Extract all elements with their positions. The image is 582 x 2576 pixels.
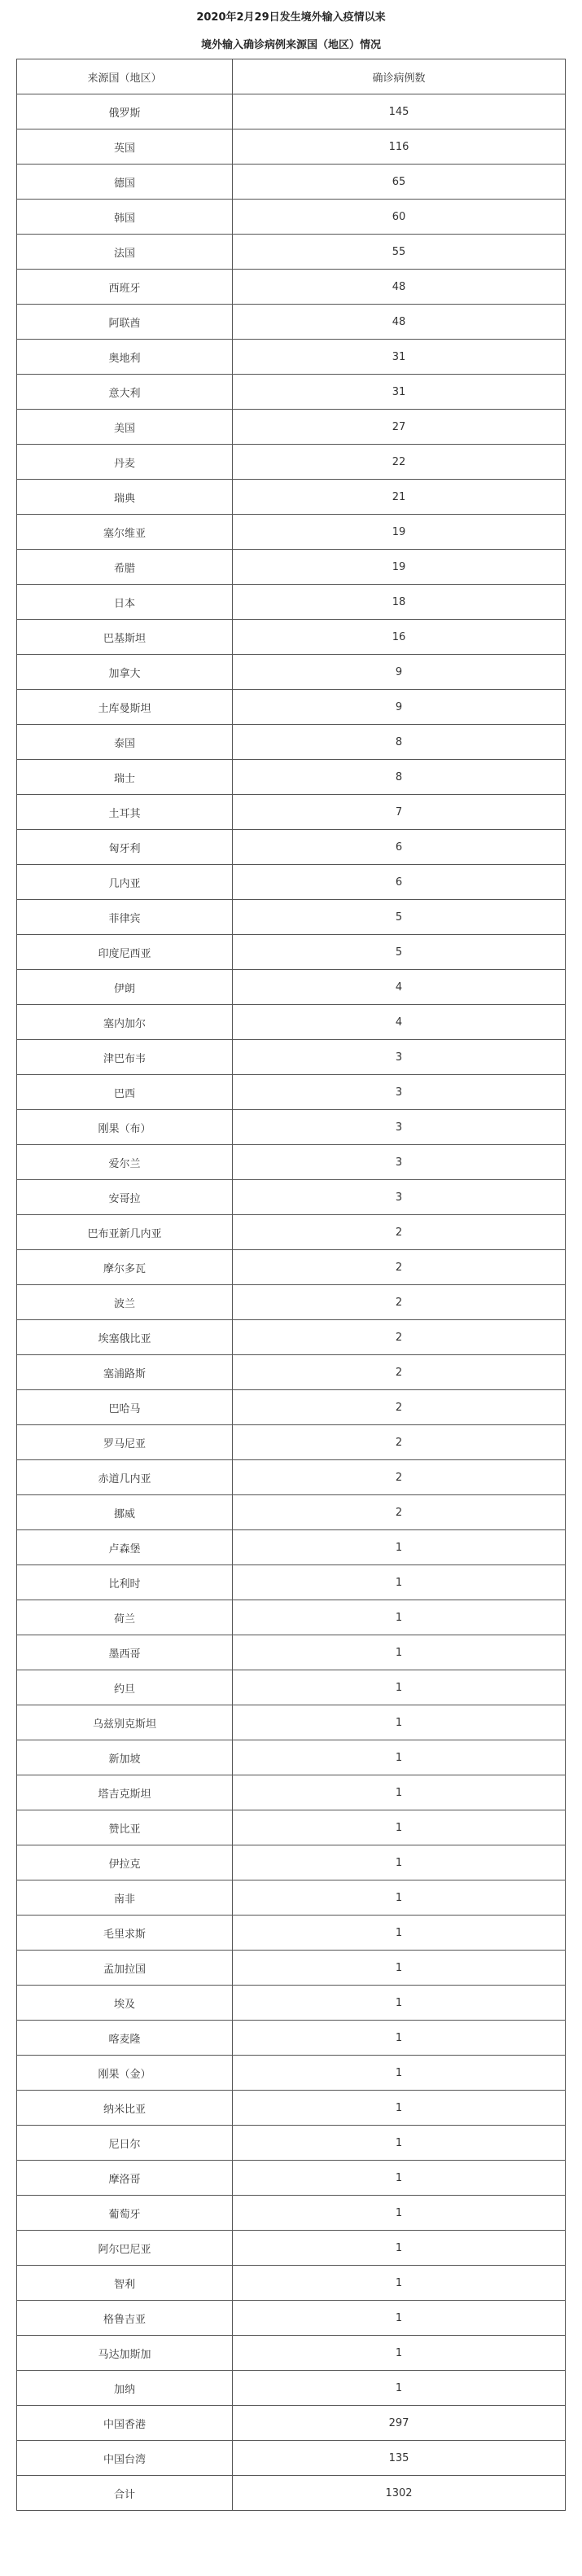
case-count-cell: 135 [233, 2441, 566, 2476]
table-row [17, 1250, 566, 1285]
source-country-cell: 土库曼斯坦 [17, 690, 233, 725]
table-row [17, 585, 566, 620]
case-count-cell: 16 [233, 620, 566, 655]
table-row [17, 1390, 566, 1425]
source-country-cell: 罗马尼亚 [17, 1425, 233, 1460]
source-country-cell: 菲律宾 [17, 900, 233, 935]
table-row [17, 1880, 566, 1916]
table-row [17, 1705, 566, 1740]
source-country-cell: 塞浦路斯 [17, 1355, 233, 1390]
case-count-cell: 1 [233, 2371, 566, 2406]
source-country-cell: 纳米比亚 [17, 2091, 233, 2126]
source-country-cell: 日本 [17, 585, 233, 620]
case-count-cell: 6 [233, 830, 566, 865]
source-country-cell: 西班牙 [17, 270, 233, 305]
case-count-cell: 2 [233, 1285, 566, 1320]
table-row [17, 970, 566, 1005]
source-country-cell: 伊朗 [17, 970, 233, 1005]
table-row [17, 1845, 566, 1880]
table-row [17, 1810, 566, 1845]
table-row [17, 2406, 566, 2441]
source-country-cell: 摩尔多瓦 [17, 1250, 233, 1285]
case-count-cell: 5 [233, 935, 566, 970]
table-row [17, 340, 566, 375]
case-count-cell: 2 [233, 1460, 566, 1495]
source-country-cell: 瑞士 [17, 760, 233, 795]
source-country-cell: 卢森堡 [17, 1530, 233, 1565]
table-row [17, 270, 566, 305]
source-country-cell: 马达加斯加 [17, 2336, 233, 2371]
case-count-cell: 31 [233, 340, 566, 375]
source-country-cell: 荷兰 [17, 1600, 233, 1635]
case-count-cell: 2 [233, 1355, 566, 1390]
table-row [17, 1180, 566, 1215]
source-country-cell: 美国 [17, 410, 233, 445]
case-count-cell: 2 [233, 1215, 566, 1250]
source-country-cell: 南非 [17, 1880, 233, 1916]
case-count-cell: 1 [233, 1880, 566, 1916]
table-row [17, 165, 566, 200]
case-count-cell: 3 [233, 1075, 566, 1110]
table-row [17, 2371, 566, 2406]
table-row [17, 200, 566, 235]
case-count-cell: 4 [233, 970, 566, 1005]
source-country-cell: 阿尔巴尼亚 [17, 2231, 233, 2266]
source-country-cell: 塞内加尔 [17, 1005, 233, 1040]
source-country-cell: 土耳其 [17, 795, 233, 830]
source-country-cell: 印度尼西亚 [17, 935, 233, 970]
source-country-cell: 津巴布韦 [17, 1040, 233, 1075]
case-count-cell: 19 [233, 550, 566, 585]
source-country-cell: 喀麦隆 [17, 2021, 233, 2056]
table-row [17, 2266, 566, 2301]
table-row [17, 1320, 566, 1355]
case-count-cell: 2 [233, 1390, 566, 1425]
table-row [17, 2301, 566, 2336]
case-count-cell: 1 [233, 2126, 566, 2161]
table-row [17, 795, 566, 830]
source-country-cell: 巴基斯坦 [17, 620, 233, 655]
case-count-cell: 1 [233, 1705, 566, 1740]
header-case-count: 确诊病例数 [233, 59, 566, 94]
table-row [17, 2161, 566, 2196]
source-country-cell: 加纳 [17, 2371, 233, 2406]
case-count-cell: 1 [233, 1565, 566, 1600]
source-country-cell: 赞比亚 [17, 1810, 233, 1845]
source-country-cell: 挪威 [17, 1495, 233, 1530]
table-row [17, 760, 566, 795]
source-country-cell: 赤道几内亚 [17, 1460, 233, 1495]
table-row [17, 235, 566, 270]
source-country-cell: 波兰 [17, 1285, 233, 1320]
case-count-cell: 1 [233, 2301, 566, 2336]
source-country-cell: 葡萄牙 [17, 2196, 233, 2231]
source-country-cell: 中国台湾 [17, 2441, 233, 2476]
source-country-cell: 巴哈马 [17, 1390, 233, 1425]
table-row [17, 2196, 566, 2231]
source-country-cell: 巴布亚新几内亚 [17, 1215, 233, 1250]
source-country-cell: 韩国 [17, 200, 233, 235]
case-count-cell: 60 [233, 200, 566, 235]
source-country-cell: 合计 [17, 2476, 233, 2511]
table-row [17, 375, 566, 410]
table-row [17, 305, 566, 340]
case-count-cell: 8 [233, 760, 566, 795]
table-title: 境外输入确诊病例来源国（地区）情况 [200, 39, 381, 51]
table-row [17, 515, 566, 550]
case-count-cell: 1 [233, 1635, 566, 1670]
table-row [17, 1075, 566, 1110]
source-country-cell: 智利 [17, 2266, 233, 2301]
source-country-cell: 毛里求斯 [17, 1916, 233, 1951]
source-country-cell: 奥地利 [17, 340, 233, 375]
case-count-cell: 1 [233, 1951, 566, 1986]
table-row [17, 830, 566, 865]
header-source-country: 来源国（地区） [17, 59, 233, 94]
table-row [17, 445, 566, 480]
source-country-table [16, 59, 566, 2511]
source-country-cell: 德国 [17, 165, 233, 200]
case-count-cell: 5 [233, 900, 566, 935]
case-count-cell: 21 [233, 480, 566, 515]
source-country-cell: 安哥拉 [17, 1180, 233, 1215]
table-row [17, 1145, 566, 1180]
source-country-cell: 尼日尔 [17, 2126, 233, 2161]
table-row [17, 1110, 566, 1145]
source-country-cell: 爱尔兰 [17, 1145, 233, 1180]
table-row [17, 2091, 566, 2126]
table-row [17, 865, 566, 900]
case-count-cell: 4 [233, 1005, 566, 1040]
table-row [17, 655, 566, 690]
case-count-cell: 1 [233, 1600, 566, 1635]
case-count-cell: 1302 [233, 2476, 566, 2511]
case-count-cell: 1 [233, 2336, 566, 2371]
case-count-cell: 3 [233, 1040, 566, 1075]
table-row [17, 410, 566, 445]
table-row [17, 1775, 566, 1810]
table-row [17, 1670, 566, 1705]
case-count-cell: 9 [233, 690, 566, 725]
source-country-cell: 英国 [17, 129, 233, 165]
table-row [17, 2441, 566, 2476]
table-body [17, 94, 566, 2511]
case-count-cell: 48 [233, 270, 566, 305]
source-country-cell: 伊拉克 [17, 1845, 233, 1880]
case-count-cell: 1 [233, 1530, 566, 1565]
table-row [17, 1635, 566, 1670]
source-country-cell: 俄罗斯 [17, 94, 233, 129]
source-country-cell: 墨西哥 [17, 1635, 233, 1670]
case-count-cell: 1 [233, 1916, 566, 1951]
table-header-row [17, 59, 566, 94]
case-count-cell: 145 [233, 94, 566, 129]
source-country-cell: 新加坡 [17, 1740, 233, 1775]
table-row [17, 1040, 566, 1075]
case-count-cell: 22 [233, 445, 566, 480]
case-count-cell: 1 [233, 2266, 566, 2301]
table-row [17, 1986, 566, 2021]
source-country-cell: 孟加拉国 [17, 1951, 233, 1986]
table-row [17, 1460, 566, 1495]
table-row [17, 1355, 566, 1390]
table-row [17, 1005, 566, 1040]
source-country-cell: 格鲁吉亚 [17, 2301, 233, 2336]
case-count-cell: 1 [233, 1845, 566, 1880]
case-count-cell: 55 [233, 235, 566, 270]
source-country-cell: 法国 [17, 235, 233, 270]
case-count-cell: 19 [233, 515, 566, 550]
source-country-cell: 埃及 [17, 1986, 233, 2021]
case-count-cell: 31 [233, 375, 566, 410]
source-country-cell: 比利时 [17, 1565, 233, 1600]
case-count-cell: 1 [233, 1986, 566, 2021]
case-count-cell: 1 [233, 1810, 566, 1845]
case-count-cell: 1 [233, 1740, 566, 1775]
source-country-cell: 约旦 [17, 1670, 233, 1705]
case-count-cell: 27 [233, 410, 566, 445]
source-country-cell: 意大利 [17, 375, 233, 410]
table-row [17, 1425, 566, 1460]
table-row [17, 1285, 566, 1320]
source-country-cell: 巴西 [17, 1075, 233, 1110]
source-country-cell: 加拿大 [17, 655, 233, 690]
source-country-cell: 阿联酋 [17, 305, 233, 340]
case-count-cell: 1 [233, 2091, 566, 2126]
table-row [17, 2126, 566, 2161]
table-row [17, 129, 566, 165]
case-count-cell: 1 [233, 2161, 566, 2196]
table-row [17, 900, 566, 935]
table-row [17, 1951, 566, 1986]
case-count-cell: 3 [233, 1145, 566, 1180]
source-country-cell: 刚果（金） [17, 2056, 233, 2091]
table-row [17, 2056, 566, 2091]
table-row [17, 94, 566, 129]
table-row [17, 480, 566, 515]
case-count-cell: 1 [233, 2231, 566, 2266]
case-count-cell: 9 [233, 655, 566, 690]
case-count-cell: 116 [233, 129, 566, 165]
source-country-cell: 埃塞俄比亚 [17, 1320, 233, 1355]
case-count-cell: 2 [233, 1425, 566, 1460]
case-count-cell: 2 [233, 1250, 566, 1285]
table-row [17, 1740, 566, 1775]
source-country-cell: 摩洛哥 [17, 2161, 233, 2196]
source-country-cell: 刚果（布） [17, 1110, 233, 1145]
case-count-cell: 1 [233, 1670, 566, 1705]
document-title: 2020年2月29日发生境外输入疫情以来 [196, 11, 386, 24]
case-count-cell: 1 [233, 2056, 566, 2091]
table-row [17, 2336, 566, 2371]
source-country-cell: 乌兹别克斯坦 [17, 1705, 233, 1740]
case-count-cell: 1 [233, 2196, 566, 2231]
table-row [17, 935, 566, 970]
table-row [17, 1916, 566, 1951]
case-count-cell: 3 [233, 1180, 566, 1215]
table-row [17, 1530, 566, 1565]
case-count-cell: 297 [233, 2406, 566, 2441]
table-row [17, 690, 566, 725]
source-country-cell: 塔吉克斯坦 [17, 1775, 233, 1810]
table-row [17, 1565, 566, 1600]
case-count-cell: 65 [233, 165, 566, 200]
source-country-cell: 希腊 [17, 550, 233, 585]
table-row [17, 725, 566, 760]
source-country-cell: 中国香港 [17, 2406, 233, 2441]
source-country-cell: 塞尔维亚 [17, 515, 233, 550]
source-country-cell: 泰国 [17, 725, 233, 760]
case-count-cell: 2 [233, 1495, 566, 1530]
case-count-cell: 6 [233, 865, 566, 900]
case-count-cell: 48 [233, 305, 566, 340]
table-row [17, 2021, 566, 2056]
case-count-cell: 2 [233, 1320, 566, 1355]
source-country-cell: 几内亚 [17, 865, 233, 900]
case-count-cell: 3 [233, 1110, 566, 1145]
table-row [17, 620, 566, 655]
table-row [17, 2231, 566, 2266]
case-count-cell: 18 [233, 585, 566, 620]
case-count-cell: 7 [233, 795, 566, 830]
case-count-cell: 1 [233, 1775, 566, 1810]
case-count-cell: 8 [233, 725, 566, 760]
source-country-cell: 匈牙利 [17, 830, 233, 865]
table-row [17, 1600, 566, 1635]
case-count-cell: 1 [233, 2021, 566, 2056]
table-row [17, 1495, 566, 1530]
table-row [17, 1215, 566, 1250]
source-country-cell: 瑞典 [17, 480, 233, 515]
table-row [17, 550, 566, 585]
source-country-cell: 丹麦 [17, 445, 233, 480]
table-row [17, 2476, 566, 2511]
